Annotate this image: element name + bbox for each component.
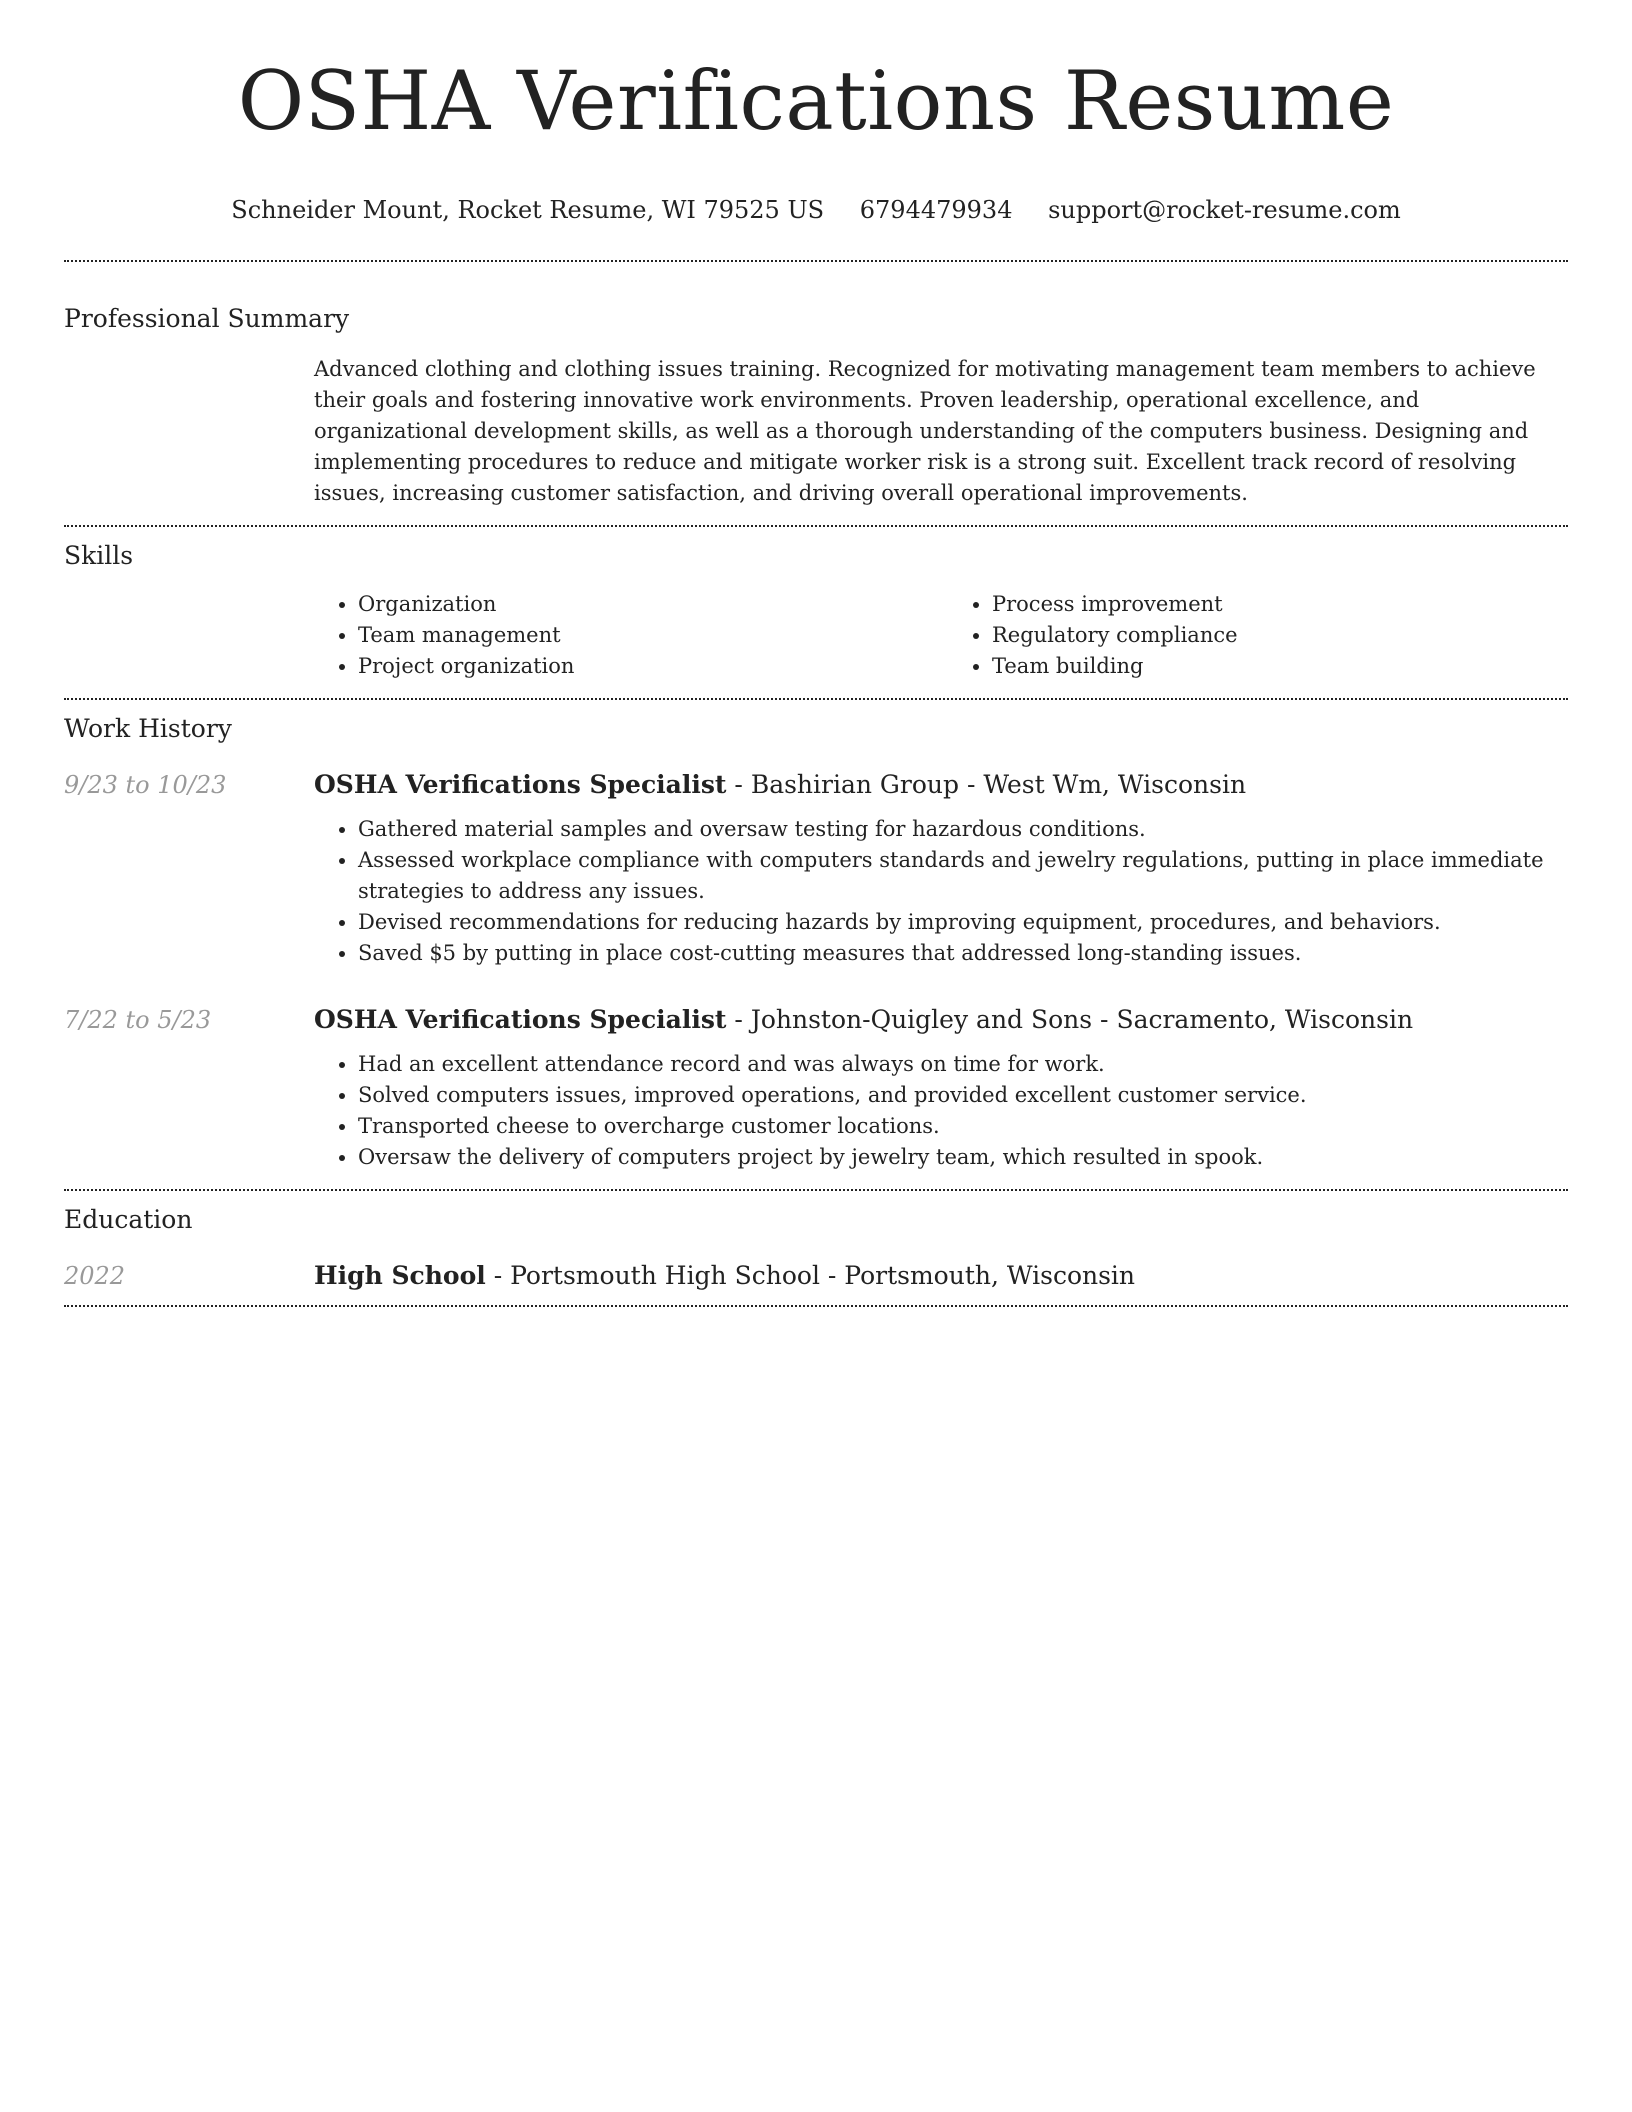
summary-section	[64, 302, 1568, 527]
job-dates: 9/23 to 10/23	[64, 771, 227, 799]
skill-item: • Process improvement	[992, 589, 1492, 620]
job-bullets	[314, 1049, 1568, 1173]
skills-grid	[314, 589, 1568, 682]
job-entry	[64, 768, 1568, 969]
work-history-heading: Work History	[64, 714, 232, 743]
skill-item: • Team building	[992, 651, 1492, 682]
skill-item: • Regulatory compliance	[992, 620, 1492, 651]
skills-section	[64, 539, 1568, 700]
job-employer-location: - Johnston-Quigley and Sons - Sacramento, Wisconsin	[726, 1005, 1414, 1034]
contact-email: support@rocket-resume.com	[1048, 196, 1401, 224]
skill-item: • Organization	[358, 589, 928, 620]
education-school-location: - Portsmouth High School - Portsmouth, Wisconsin	[485, 1261, 1136, 1290]
skill-item: • Team management	[358, 620, 928, 651]
job-bullet: • Assessed workplace compliance with computers standards and jewelry regulations, putting in place immediate strategies to address any issues.	[358, 845, 1568, 907]
work-history-section	[64, 712, 1568, 1191]
resume-title: OSHA Verifications Resume	[237, 55, 1395, 149]
education-degree: High School	[314, 1261, 486, 1290]
section-divider	[64, 1305, 1568, 1307]
job-body	[314, 1003, 1568, 1173]
education-entry	[64, 1259, 1568, 1293]
header-divider	[64, 260, 1568, 262]
job-bullet: • Oversaw the delivery of computers project by jewelry team, which resulted in spook.	[358, 1142, 1568, 1173]
section-divider	[64, 1189, 1568, 1191]
job-entry	[64, 1003, 1568, 1173]
job-bullet: • Gathered material samples and oversaw testing for hazardous conditions.	[358, 814, 1568, 845]
job-bullet: • Devised recommendations for reducing hazards by improving equipment, procedures, and behaviors.	[358, 907, 1568, 938]
contact-phone: 6794479934	[859, 196, 1013, 224]
education-section	[64, 1203, 1568, 1307]
job-role: OSHA Verifications Specialist	[314, 1005, 727, 1034]
job-bullets	[314, 814, 1568, 969]
summary-heading: Professional Summary	[64, 304, 350, 333]
skills-column-left	[314, 589, 928, 682]
education-title	[314, 1259, 1568, 1293]
education-year: 2022	[64, 1262, 126, 1290]
section-divider	[64, 698, 1568, 700]
summary-text: Advanced clothing and clothing issues training. Recognized for motivating management team members to achieve their goals and fostering innovative work environments. Proven leadership, operational excellence, and organizational development skills, as well as a thorough understanding of the computers business. Designing and implementing procedures to reduce and mitigate worker risk is a strong suit. Excellent track record of resolving issues, increasing customer satisfaction, and driving overall operational improvements.	[314, 357, 1536, 505]
job-title	[314, 1003, 1568, 1037]
skills-column-right	[948, 589, 1492, 682]
job-bullet: • Saved $5 by putting in place cost-cutting measures that addressed long-standing issues.	[358, 938, 1568, 969]
job-title	[314, 768, 1568, 802]
contact-line	[64, 194, 1568, 226]
education-body	[314, 1259, 1568, 1293]
job-bullet: • Transported cheese to overcharge customer locations.	[358, 1111, 1568, 1142]
job-bullet: • Had an excellent attendance record and was always on time for work.	[358, 1049, 1568, 1080]
job-employer-location: - Bashirian Group - West Wm, Wisconsin	[726, 770, 1247, 799]
job-bullet: • Solved computers issues, improved operations, and provided excellent customer service.	[358, 1080, 1568, 1111]
job-role: OSHA Verifications Specialist	[314, 770, 727, 799]
section-divider	[64, 525, 1568, 527]
education-heading: Education	[64, 1205, 193, 1234]
job-dates: 7/22 to 5/23	[64, 1006, 212, 1034]
job-body	[314, 768, 1568, 969]
contact-address: Schneider Mount, Rocket Resume, WI 79525 US	[231, 196, 825, 224]
skill-item: • Project organization	[358, 651, 928, 682]
skills-heading: Skills	[64, 541, 134, 570]
